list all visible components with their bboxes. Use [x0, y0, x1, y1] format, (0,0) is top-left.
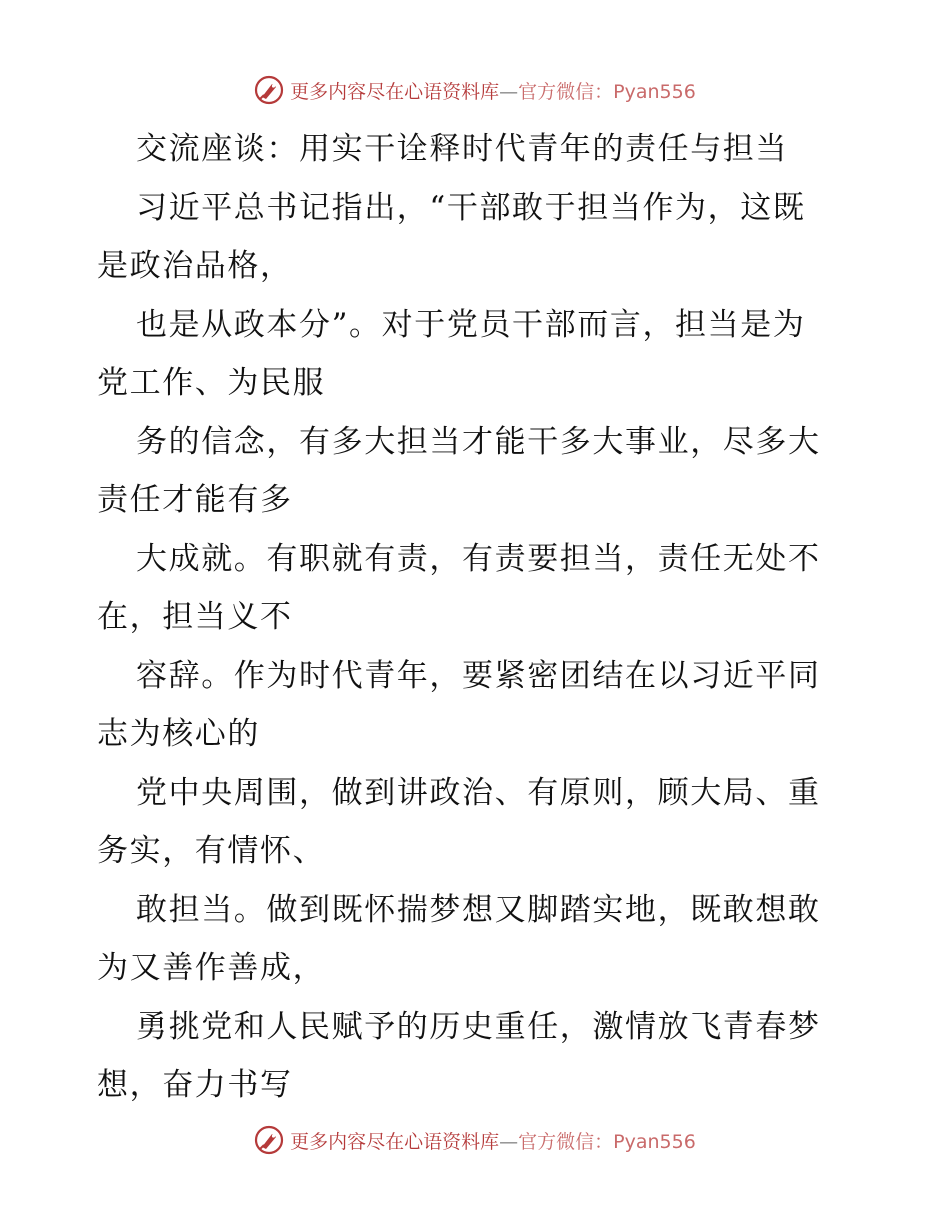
paragraph-line: 敢担当。做到既怀揣梦想又脚踏实地，既敢想敢 [136, 891, 821, 928]
paragraph-line: 志为核心的 [97, 716, 260, 752]
pen-nib-logo-icon [254, 75, 284, 105]
paragraph-line: 容辞。作为时代青年，要紧密团结在以习近平同 [136, 657, 821, 694]
paragraph-line: 责任才能有多 [97, 482, 293, 518]
header-banner [0, 70, 950, 110]
paragraph-line: 务实，有情怀、 [97, 833, 326, 869]
paragraph-line: 也是从政本分”。对于党员干部而言，担当是为 [136, 306, 806, 343]
banner-dash: — [499, 1130, 519, 1153]
paragraph-line: 勇挑党和人民赋予的历史重任，激情放飞青春梦 [136, 1008, 821, 1045]
paragraph-line: 大成就。有职就有责，有责要担当，责任无处不 [136, 540, 821, 577]
pen-nib-logo-icon [254, 1125, 284, 1155]
banner-main-text: 更多内容尽在心语资料库 [290, 80, 500, 103]
document-body [97, 120, 857, 1115]
banner-wechat-text: 官方微信：Pyan556 [518, 80, 696, 103]
paragraph-line: 是政治品格， [97, 248, 293, 284]
banner-text [290, 77, 696, 104]
paragraph-line: 在，担当义不 [97, 599, 293, 635]
paragraph-line: 为又善作善成， [97, 950, 326, 986]
banner-wechat-text: 官方微信：Pyan556 [518, 1130, 696, 1153]
paragraph-line: 务的信念，有多大担当才能干多大事业，尽多大 [136, 423, 821, 460]
banner-main-text: 更多内容尽在心语资料库 [290, 1130, 500, 1153]
banner-dash: — [499, 80, 519, 103]
paragraph-line: 党中央周围，做到讲政治、有原则，顾大局、重 [136, 774, 821, 811]
footer-banner [0, 1120, 950, 1160]
paragraph-line: 习近平总书记指出，“干部敢于担当作为，这既 [136, 189, 806, 226]
banner-text [290, 1127, 696, 1154]
paragraph-line: 党工作、为民服 [97, 365, 326, 401]
paragraph-line: 想，奋力书写 [97, 1067, 293, 1103]
document-title: 交流座谈：用实干诠释时代青年的责任与担当 [136, 131, 788, 167]
